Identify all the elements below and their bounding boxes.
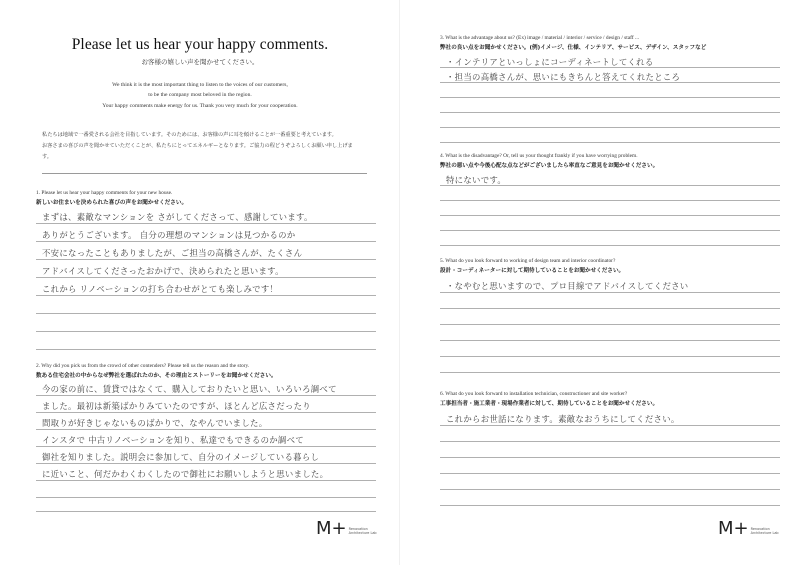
rule-line	[36, 313, 376, 314]
question-5-en: 5. What do you look forward to working of design team and interior coordinator?	[440, 258, 616, 264]
question-5	[440, 258, 780, 274]
question-4-en: 4. What is the disadvantage? Or, tell us your thought frankly if you have worrying problem.	[440, 153, 638, 159]
answer-line: 間取りが好きじゃないものばかりで、なやんでいました。	[42, 418, 268, 428]
logo-subtext	[349, 527, 377, 535]
rule-line	[36, 446, 376, 447]
rule-line	[440, 245, 780, 246]
rule-line	[440, 292, 780, 293]
rule-line	[440, 112, 780, 113]
answer-line: アドバイスしてくださったおかげで、決められたと思います。	[42, 266, 284, 276]
question-3-answer-area	[440, 52, 780, 152]
answer-line: 特にないです。	[446, 175, 507, 185]
question-6-answer-area	[440, 409, 780, 509]
answer-line: まずは、素敵なマンションを さがしてくださって、感謝しています。	[42, 212, 313, 222]
question-5-answer-area	[440, 276, 780, 376]
question-3	[440, 35, 780, 51]
note-line: 私たちは地域で一番愛される会社を目指しています。そのためには、お客様の声に耳を傾けることが一番重要と考えています。	[42, 132, 337, 138]
rule-line	[440, 200, 780, 201]
page-subtitle: お客様の嬉しい声を聞かせてください。	[141, 58, 259, 66]
logo-subtext	[751, 527, 779, 535]
rule-line	[36, 463, 376, 464]
rule-line	[36, 331, 376, 332]
intro-line: We think it is the most important thing to listen to the voices of our customers,	[112, 82, 288, 88]
rule-line	[36, 295, 376, 296]
answer-line: ・インテリアといっしょにコーディネートしてくれる	[446, 57, 654, 67]
rule-line	[440, 97, 780, 98]
question-2-answer-area	[36, 379, 376, 514]
question-2-jp: 数ある住宅会社の中からなぜ弊社を選ばれたのか、その理由とストーリーをお聞かせください。	[36, 373, 277, 379]
logo-subtext-line: Architecture Lab	[348, 531, 377, 535]
rule-line	[36, 412, 376, 413]
rule-line	[36, 277, 376, 278]
question-2	[36, 363, 376, 379]
question-4-answer-area	[440, 170, 780, 260]
company-logo	[316, 520, 377, 538]
logo-subtext-line: Renovation	[348, 527, 368, 531]
logo-mark: M+	[316, 518, 347, 539]
header-rule	[42, 173, 367, 174]
logo-subtext-line: Renovation	[750, 527, 770, 531]
answer-line: これからお世話になります。素敵なおうちにしてください。	[446, 414, 680, 424]
question-6-en: 6. What do you look forward to installation technician, constructioner and site worker?	[440, 391, 628, 397]
answer-line: ・なやむと思いますので、プロ目線でアドバイスしてください	[446, 281, 689, 291]
rule-line	[440, 473, 780, 474]
rule-line	[36, 395, 376, 396]
question-4-jp: 弊社の悪い点や今後心配な点などがございましたら率直なご意見をお聞かせください。	[440, 163, 659, 169]
rule-line	[440, 425, 780, 426]
intro-text	[40, 80, 360, 111]
answer-line: ありがとうございます。 自分の理想のマンションは見つかるのか	[42, 230, 296, 240]
rule-line	[440, 215, 780, 216]
rule-line	[36, 241, 376, 242]
answer-line: インスタで 中古リノベーションを知り、私達でもできるのか調べて	[42, 435, 304, 445]
rule-line	[440, 457, 780, 458]
right-page	[400, 0, 800, 565]
answer-line: ました。最初は新築ばかりみていたのですが、ほとんど広さだったり	[42, 401, 311, 411]
answer-line: に近いこと、何だかわくわくしたので御社にお願いしようと思いました。	[42, 469, 329, 479]
rule-line	[440, 489, 780, 490]
question-5-jp: 設計・コーディネーターに対して期待していることをお聞かせください。	[440, 268, 625, 274]
answer-line: 不安になったこともありましたが、ご担当の高橋さんが、たくさん	[42, 248, 303, 258]
rule-line	[440, 441, 780, 442]
answer-line: これから リノベーションの打ち合わせがとても楽しみです！	[42, 284, 279, 294]
answer-line: 御社を知りました。説明会に参加して、自分のイメージしている暮らし	[42, 452, 320, 462]
rule-line	[440, 340, 780, 341]
rule-line	[36, 349, 376, 350]
question-2-en: 2. Why did you pick us from the crowd of other contenders? Please tell us the reason and the story.	[36, 363, 250, 369]
rule-line	[36, 259, 376, 260]
question-4	[440, 153, 780, 169]
question-1	[36, 190, 376, 206]
rule-line	[36, 497, 376, 498]
rule-line	[440, 372, 780, 373]
answer-line: 今の家の前に、賃貸ではなくて、購入しておりたいと思い、いろいろ調べて	[42, 384, 337, 394]
question-3-jp: 弊社の良い点をお聞かせください。(例)イメージ、仕様、インテリア、サービス、デザイン、スタッフなど	[440, 45, 707, 51]
logo-subtext-line: Architecture Lab	[750, 531, 779, 535]
rule-line	[440, 505, 780, 506]
rule-line	[36, 480, 376, 481]
rule-line	[440, 356, 780, 357]
rule-line	[440, 127, 780, 128]
question-6-jp: 工事担当者・施工業者・現場作業者に対して、期待していることをお聞かせください。	[440, 401, 659, 407]
intro-line: to be the company most beloved in the region.	[148, 92, 252, 99]
rule-line	[440, 324, 780, 325]
rule-line	[36, 223, 376, 224]
intro-note-jp	[42, 130, 362, 163]
note-line: お客さまの喜びの声を聞かせていただくことが、私たちにとってエネルギーとなります。ご協力の程どうぞよろしくお願い申し上げます。	[42, 143, 353, 160]
question-3-en: 3. What is the advantage about us? (Ex) image / material / interior / service / design / staff ...	[440, 35, 640, 41]
rule-line	[36, 511, 376, 512]
question-6	[440, 391, 780, 407]
rule-line	[440, 230, 780, 231]
rule-line	[36, 429, 376, 430]
rule-line	[440, 308, 780, 309]
page-title: Please let us hear your happy comments.	[71, 36, 329, 53]
question-1-jp: 新しいお住まいを決められた喜びの声をお聞かせください。	[36, 200, 188, 206]
answer-line: ・担当の高橋さんが、思いにもきちんと答えてくれたところ	[446, 72, 681, 82]
logo-mark: M+	[718, 518, 749, 539]
company-logo	[718, 520, 779, 538]
intro-line: Your happy comments make energy for us. Thank you very much for your cooperation.	[102, 102, 298, 109]
rule-line	[440, 142, 780, 143]
question-1-en: 1. Please let us hear your happy comments for your new house.	[36, 190, 173, 196]
question-1-answer-area	[36, 206, 376, 356]
